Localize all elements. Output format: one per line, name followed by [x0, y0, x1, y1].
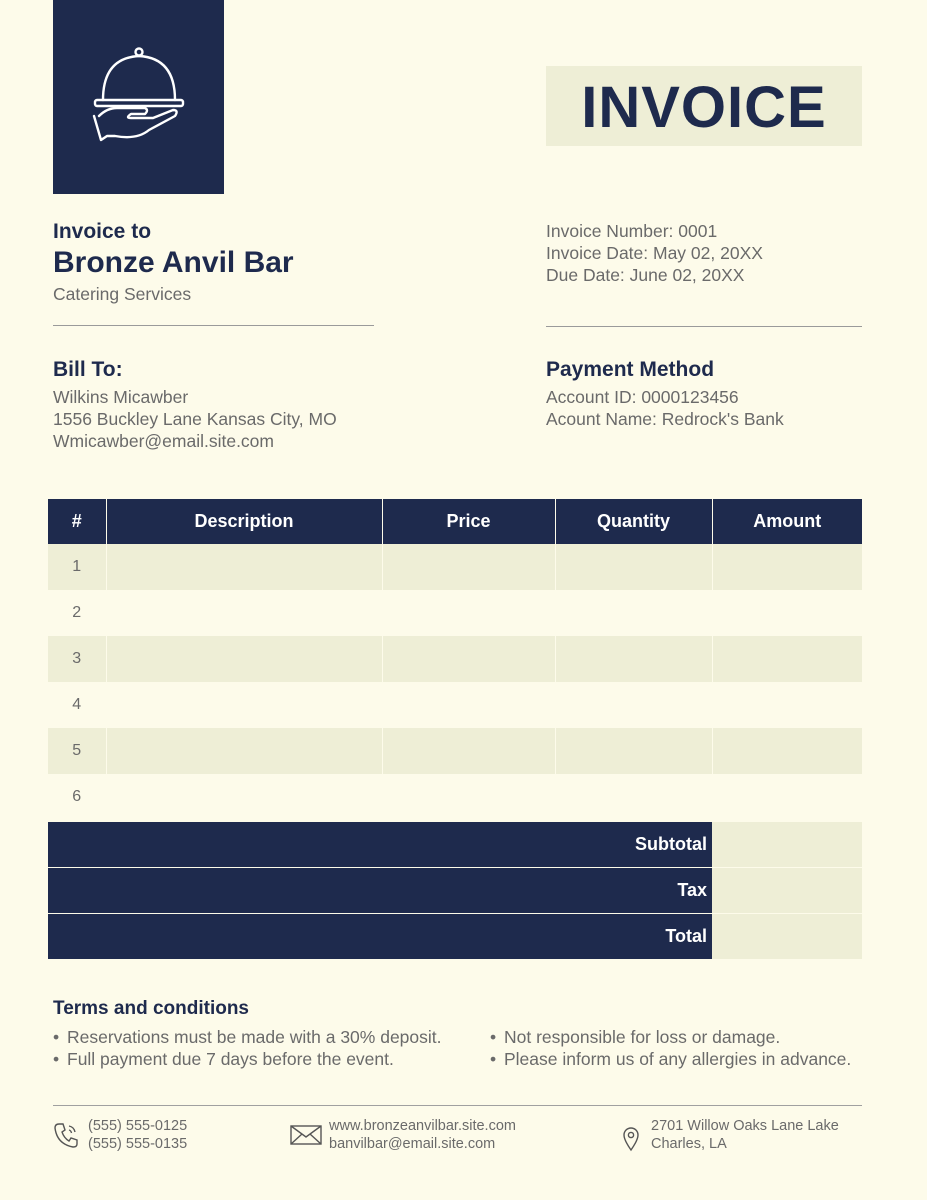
header-number: # [48, 499, 106, 544]
row-number: 5 [48, 728, 106, 774]
description-cell [106, 590, 382, 636]
price-cell [382, 590, 555, 636]
list-item: • Full payment due 7 days before the event. [53, 1049, 394, 1069]
phone-2: (555) 555-0135 [88, 1136, 188, 1152]
location-pin-icon [622, 1126, 640, 1152]
description-cell [106, 544, 382, 590]
page-title: INVOICE [581, 75, 827, 140]
envelope-icon [290, 1125, 322, 1145]
invoice-title-box [546, 66, 862, 146]
amount-cell [712, 544, 862, 590]
total-row [48, 914, 862, 959]
amount-cell [712, 636, 862, 682]
email-link[interactable]: banvilbar@email.site.com [329, 1136, 496, 1152]
table-row [48, 544, 862, 590]
row-number: 2 [48, 590, 106, 636]
terms-item-text: Not responsible for loss or damage. [504, 1027, 781, 1047]
bill-to-label: Bill To: [53, 358, 123, 381]
table-row [48, 636, 862, 682]
address-line-1: 2701 Willow Oaks Lane Lake [651, 1118, 839, 1134]
header-price: Price [382, 499, 555, 544]
invoice-meta [546, 220, 763, 286]
tax-value [712, 868, 862, 913]
phone-icon [54, 1122, 78, 1148]
row-number: 1 [48, 544, 106, 590]
subtotal-value [712, 822, 862, 867]
bill-to-address: 1556 Buckley Lane Kansas City, MO [53, 409, 337, 429]
invoice-to-label: Invoice to [53, 220, 152, 243]
list-item: • Not responsible for loss or damage. [490, 1027, 781, 1047]
due-date: Due Date: June 02, 20XX [546, 265, 745, 285]
header-description: Description [106, 499, 382, 544]
footer-address [651, 1117, 839, 1153]
website-link[interactable]: www.bronzeanvilbar.site.com [329, 1118, 516, 1134]
quantity-cell [555, 774, 712, 820]
table-row [48, 728, 862, 774]
subtotal-label: Subtotal [48, 822, 712, 867]
amount-cell [712, 774, 862, 820]
terms-item-text: Please inform us of any allergies in advance. [504, 1049, 852, 1069]
totals-block [48, 822, 862, 959]
footer-phones [88, 1117, 187, 1153]
total-value [712, 914, 862, 959]
price-cell [382, 544, 555, 590]
header-quantity: Quantity [555, 499, 712, 544]
price-cell [382, 774, 555, 820]
price-cell [382, 728, 555, 774]
footer-web [329, 1117, 516, 1153]
list-item: • Please inform us of any allergies in advance. [490, 1049, 852, 1069]
price-cell [382, 682, 555, 728]
quantity-cell [555, 682, 712, 728]
amount-cell [712, 728, 862, 774]
amount-cell [712, 682, 862, 728]
description-cell [106, 728, 382, 774]
payment-method-label: Payment Method [546, 358, 715, 381]
account-name: Acount Name: Redrock's Bank [546, 409, 784, 429]
table-row [48, 774, 862, 820]
account-id: Account ID: 0000123456 [546, 387, 739, 407]
tax-row [48, 868, 862, 914]
footer-divider [53, 1105, 862, 1106]
table-header-row [48, 499, 862, 544]
payment-details [546, 386, 784, 430]
address-line-2: Charles, LA [651, 1136, 727, 1152]
table-row [48, 590, 862, 636]
row-number: 6 [48, 774, 106, 820]
logo-block [53, 0, 224, 194]
bill-to-email: Wmicawber@email.site.com [53, 431, 274, 451]
header-amount: Amount [712, 499, 862, 544]
invoice-date: Invoice Date: May 02, 20XX [546, 243, 763, 263]
terms-list-right [490, 1026, 851, 1070]
description-cell [106, 682, 382, 728]
bill-to-details [53, 386, 337, 452]
row-number: 4 [48, 682, 106, 728]
divider-left [53, 325, 374, 326]
price-cell [382, 636, 555, 682]
bill-to-name: Wilkins Micawber [53, 387, 189, 407]
invoice-number: Invoice Number: 0001 [546, 221, 718, 241]
company-subtitle: Catering Services [53, 284, 192, 304]
terms-item-text: Full payment due 7 days before the event. [67, 1049, 394, 1069]
quantity-cell [555, 636, 712, 682]
tax-label: Tax [48, 868, 712, 913]
quantity-cell [555, 728, 712, 774]
divider-right [546, 326, 862, 327]
description-cell [106, 636, 382, 682]
terms-item-text: Reservations must be made with a 30% deposit. [67, 1027, 442, 1047]
company-name: Bronze Anvil Bar [53, 246, 294, 279]
serving-cloche-icon [91, 44, 187, 144]
quantity-cell [555, 544, 712, 590]
description-cell [106, 774, 382, 820]
subtotal-row [48, 822, 862, 868]
terms-title: Terms and conditions [53, 998, 250, 1019]
quantity-cell [555, 590, 712, 636]
items-table [48, 499, 862, 820]
phone-1: (555) 555-0125 [88, 1118, 188, 1134]
total-label: Total [48, 914, 712, 959]
amount-cell [712, 590, 862, 636]
table-row [48, 682, 862, 728]
list-item: • Reservations must be made with a 30% deposit. [53, 1027, 442, 1047]
terms-list-left [53, 1026, 442, 1070]
row-number: 3 [48, 636, 106, 682]
